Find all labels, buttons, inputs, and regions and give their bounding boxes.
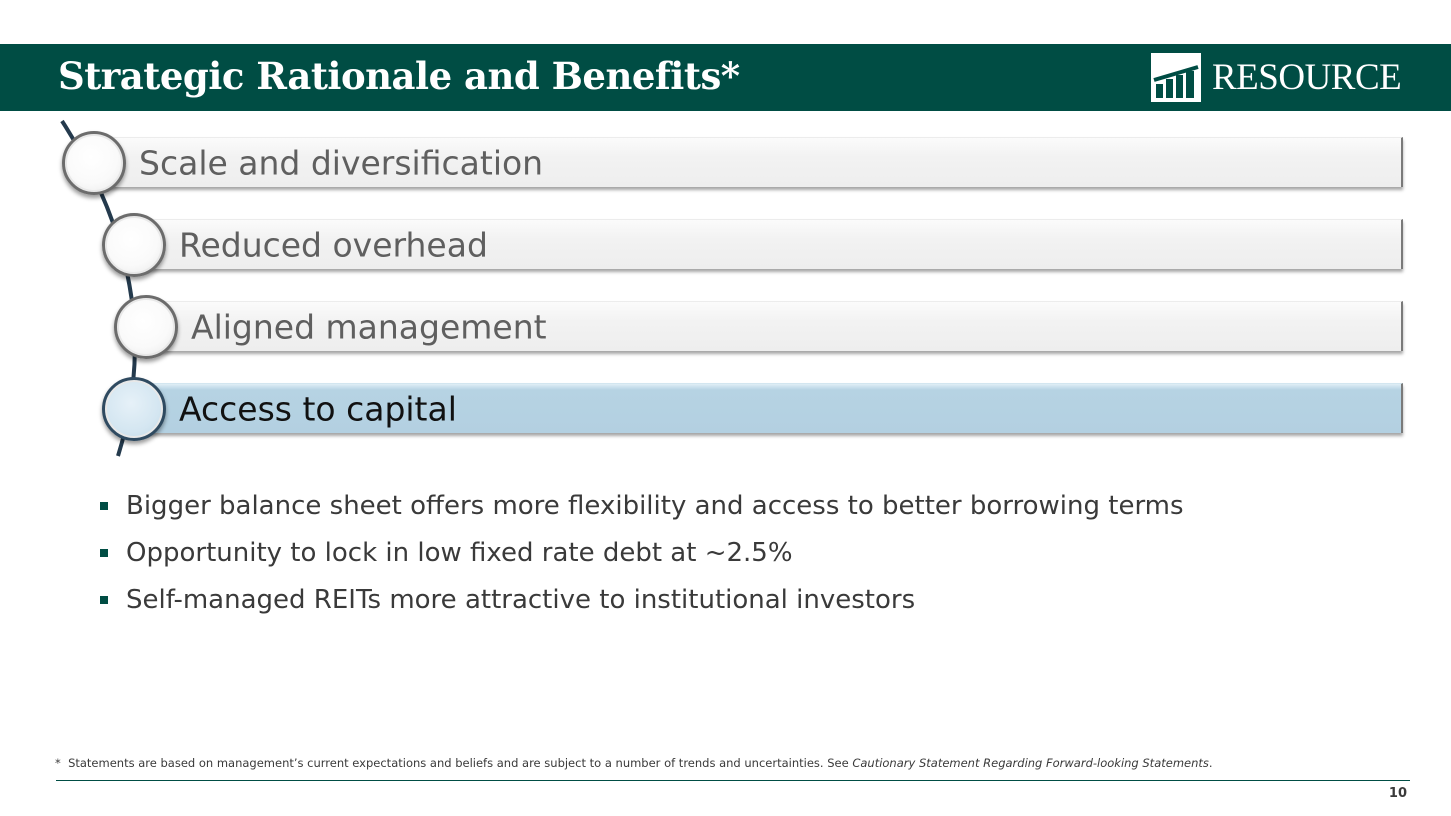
bullet-item: Opportunity to lock in low fixed rate debt at ~2.5% bbox=[100, 534, 1184, 581]
list-item-marker bbox=[62, 131, 126, 195]
square-bullet-icon bbox=[100, 596, 108, 604]
footnote-reference: Cautionary Statement Regarding Forward-looking Statements bbox=[852, 756, 1209, 770]
list-item-label: Access to capital bbox=[179, 389, 457, 428]
list-item bbox=[96, 137, 1403, 187]
bullet-item: Self-managed REITs more attractive to institutional investors bbox=[100, 581, 1184, 628]
square-bullet-icon bbox=[100, 502, 108, 510]
footer-divider bbox=[56, 780, 1410, 781]
list-item bbox=[136, 219, 1403, 269]
bullet-item: Bigger balance sheet offers more flexibility and access to better borrowing terms bbox=[100, 487, 1184, 534]
page-number: 10 bbox=[1388, 786, 1407, 801]
logo-text: RESOURCE bbox=[1212, 57, 1402, 98]
footnote-text: Statements are based on management’s current expectations and beliefs and are subject to a number of trends and uncertainties. See bbox=[68, 756, 853, 770]
page-title: Strategic Rationale and Benefits* bbox=[58, 54, 740, 98]
square-bullet-icon bbox=[100, 549, 108, 557]
list-item-marker bbox=[114, 295, 178, 359]
list-item-marker-active bbox=[102, 377, 166, 441]
footnote: * Statements are based on management’s current expectations and beliefs and are subject to a number of trends and uncertainties. See Cautionary Statement Regarding Forward-looking Statements. bbox=[55, 756, 1213, 770]
list-item-marker bbox=[102, 213, 166, 277]
list-item-label: Scale and diversification bbox=[139, 143, 544, 182]
list-item-active bbox=[136, 383, 1403, 433]
list-item bbox=[148, 301, 1403, 351]
list-item-label: Reduced overhead bbox=[179, 225, 488, 264]
bullet-list bbox=[100, 487, 1184, 628]
list-item-label: Aligned management bbox=[191, 307, 547, 346]
footnote-marker: * bbox=[55, 756, 61, 770]
